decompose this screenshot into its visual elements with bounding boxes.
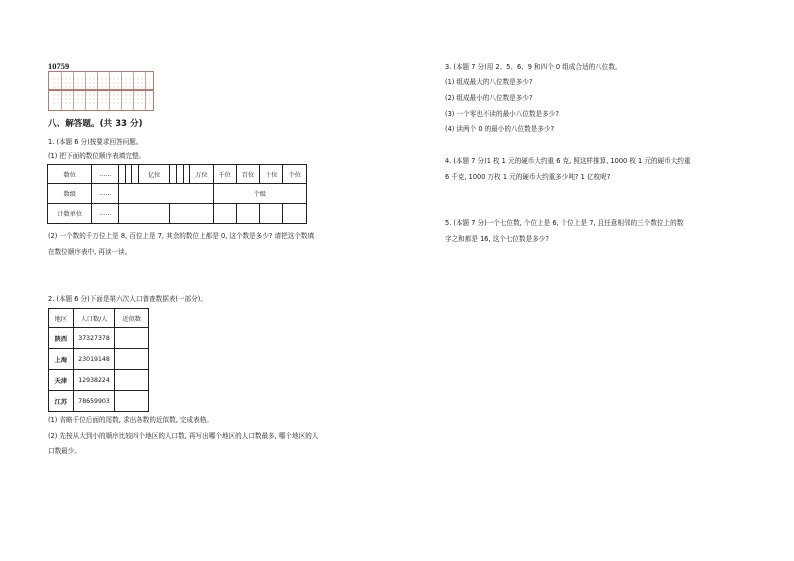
q5-line1: 5. (本题 7 分)一个七位数, 个位上是 6, 十位上是 7, 且任意相邻的三个数位上的数 — [445, 219, 684, 227]
population-cell: 12938224 — [73, 370, 115, 391]
digit-header: 十位 — [260, 165, 283, 184]
approx-cell — [115, 370, 149, 391]
q5-line2: 字之和都是 16, 这个七位数是多少? — [445, 235, 549, 243]
q3-part: (4) 读两个 0 的最小的八位数是多少? — [445, 125, 555, 133]
row-label-unit: 计数单位 — [48, 204, 92, 224]
col-header: 近似数 — [115, 309, 149, 328]
population-cell: 37327378 — [73, 328, 115, 349]
q1-part1: (1) 把下面的数位顺序表填完整。 — [48, 152, 146, 160]
q1-stem: 1. (本题 6 分)按要求回答问题。 — [48, 138, 143, 146]
q4-line1: 4. (本题 7 分)1 枚 1 元的硬币大约重 6 克, 照这样推算, 1000 枚 1 元的硬币大约重 — [445, 157, 691, 165]
q1-part2-line1: (2) 一个数的千万位上是 8, 百位上是 7, 其余的数位上都是 0, 这个数是多少? 请把这个数填 — [48, 232, 315, 240]
q3-part: (2) 组成最小的八位数是多少? — [445, 94, 533, 102]
col-header: 人口数/人 — [73, 309, 115, 328]
ellipsis-cell: …… — [92, 165, 119, 184]
q2-part2-line1: (2) 先按从大到小的顺序比较四个地区的人口数, 再写出哪个地区的人口数最多, 哪个地区的人 — [48, 432, 319, 440]
approx-cell — [115, 349, 149, 370]
q3-part: (3) 一个零也不读的最小八位数是多少? — [445, 110, 559, 118]
population-cell: 78659903 — [73, 391, 115, 412]
level-label: 个级 — [213, 184, 307, 204]
ellipsis-cell: …… — [92, 184, 119, 204]
place-value-table — [47, 164, 307, 224]
col-header: 地区 — [49, 309, 74, 328]
q2-part1: (1) 省略千位后面的尾数, 求出各数的近似数, 完成表格。 — [48, 416, 213, 424]
digit-header: 万位 — [190, 165, 213, 184]
digit-header: 亿位 — [139, 165, 170, 184]
digit-header: 千位 — [213, 165, 236, 184]
region-cell: 上海 — [49, 349, 74, 370]
section-title: 八、解答题。(共 33 分) — [48, 119, 143, 129]
q2-part2-line2: 口数最少。 — [48, 447, 81, 455]
q4-line2: 6 千克, 1000 万枚 1 元的硬币大约重多少吨? 1 亿枚呢? — [445, 173, 611, 181]
row-label-place: 数位 — [48, 165, 92, 184]
population-table — [48, 308, 149, 412]
region-cell: 江苏 — [49, 391, 74, 412]
region-cell: 天津 — [49, 370, 74, 391]
q2-stem: 2. (本题 6 分)下面是第六次人口普查数据表(一部分)。 — [48, 295, 207, 303]
figure-label: 10759 — [48, 61, 70, 71]
digit-header: 百位 — [236, 165, 259, 184]
digit-header: 个位 — [283, 165, 307, 184]
q1-part2-line2: 在数位顺序表中, 再读一读。 — [48, 248, 132, 256]
ellipsis-cell: …… — [92, 204, 119, 224]
region-cell: 陕西 — [49, 328, 74, 349]
population-cell: 23019148 — [73, 349, 115, 370]
q3-part: (1) 组成最大的八位数是多少? — [445, 78, 533, 86]
q3-stem: 3. (本题 7 分)用 2、5、6、9 和四个 0 组成合适的八位数。 — [445, 63, 622, 71]
row-label-level: 数级 — [48, 184, 92, 204]
approx-cell — [115, 328, 149, 349]
abacus-image — [48, 71, 154, 111]
approx-cell — [115, 391, 149, 412]
